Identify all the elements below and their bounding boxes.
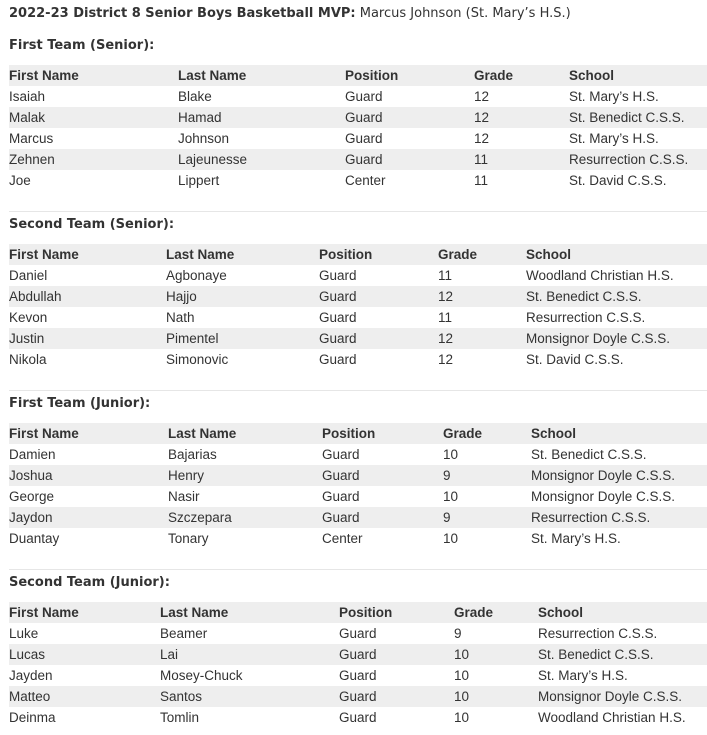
cell-position: Guard bbox=[322, 507, 443, 528]
roster-table bbox=[9, 602, 707, 728]
cell-last-name: Henry bbox=[168, 465, 322, 486]
roster-table bbox=[9, 65, 707, 191]
cell-grade: 10 bbox=[443, 447, 459, 462]
table-row bbox=[9, 465, 707, 486]
cell-grade: 12 bbox=[438, 352, 454, 367]
cell-last-name: Simonovic bbox=[166, 352, 229, 367]
cell-last-name: Nath bbox=[166, 310, 195, 325]
cell-grade: 10 bbox=[454, 710, 470, 725]
cell-position: Guard bbox=[322, 465, 443, 486]
cell-position: Guard bbox=[345, 131, 383, 146]
table-row bbox=[9, 665, 707, 686]
cell-last-name: Tomlin bbox=[160, 710, 200, 725]
cell-school: Resurrection C.S.S. bbox=[538, 626, 658, 641]
column-header-last-name: Last Name bbox=[160, 602, 339, 623]
table-header-row bbox=[9, 423, 707, 444]
table-row bbox=[9, 486, 707, 507]
section-divider bbox=[9, 211, 707, 212]
column-header-grade: Grade bbox=[454, 602, 538, 623]
section-divider bbox=[9, 390, 707, 391]
table-header-row bbox=[9, 244, 707, 265]
table-row bbox=[9, 707, 707, 728]
cell-position: Guard bbox=[319, 286, 438, 307]
table-row bbox=[9, 349, 707, 370]
cell-school: Resurrection C.S.S. bbox=[526, 310, 646, 325]
cell-grade: 12 bbox=[438, 328, 526, 349]
cell-position: Guard bbox=[322, 489, 360, 504]
cell-grade: 10 bbox=[443, 531, 459, 546]
cell-school: St. David C.S.S. bbox=[569, 173, 667, 188]
cell-first-name: Joe bbox=[9, 173, 31, 188]
section-title: Second Team (Senior): bbox=[9, 217, 175, 232]
column-header-school: School bbox=[526, 244, 707, 265]
cell-school: St. Mary’s H.S. bbox=[538, 668, 628, 683]
cell-grade: 10 bbox=[454, 686, 538, 707]
cell-position: Guard bbox=[339, 710, 377, 725]
cell-position: Guard bbox=[339, 626, 377, 641]
cell-grade: 11 bbox=[438, 268, 453, 283]
table-row bbox=[9, 686, 707, 707]
mvp-headline bbox=[9, 5, 571, 23]
cell-position: Guard bbox=[339, 644, 454, 665]
cell-last-name: Santos bbox=[160, 686, 339, 707]
mvp-name: Marcus Johnson (St. Mary’s H.S.) bbox=[359, 6, 571, 21]
cell-first-name: Duantay bbox=[9, 531, 60, 546]
cell-school: St. Benedict C.S.S. bbox=[538, 644, 707, 665]
cell-last-name: Agbonaye bbox=[166, 268, 227, 283]
table-row bbox=[9, 149, 707, 170]
table-row bbox=[9, 286, 707, 307]
cell-school: Resurrection C.S.S. bbox=[531, 507, 707, 528]
column-header-first-name: First Name bbox=[9, 244, 166, 265]
column-header-grade: Grade bbox=[443, 423, 531, 444]
team-section-second-junior bbox=[9, 574, 707, 728]
table-row bbox=[9, 644, 707, 665]
column-header-school: School bbox=[569, 65, 707, 86]
column-header-school: School bbox=[538, 602, 707, 623]
column-header-school: School bbox=[531, 423, 707, 444]
column-header-last-name: Last Name bbox=[166, 244, 319, 265]
cell-school: Monsignor Doyle C.S.S. bbox=[526, 328, 707, 349]
cell-grade: 12 bbox=[474, 89, 490, 104]
cell-first-name: Luke bbox=[9, 626, 39, 641]
table-row bbox=[9, 307, 707, 328]
cell-grade: 9 bbox=[454, 626, 462, 641]
cell-position: Guard bbox=[339, 686, 454, 707]
cell-grade: 12 bbox=[474, 131, 490, 146]
cell-school: St. Benedict C.S.S. bbox=[526, 286, 707, 307]
table-row bbox=[9, 170, 707, 191]
cell-last-name: Tonary bbox=[168, 531, 209, 546]
cell-first-name: Nikola bbox=[9, 352, 47, 367]
cell-grade: 9 bbox=[443, 465, 531, 486]
cell-grade: 11 bbox=[474, 149, 569, 170]
cell-first-name: George bbox=[9, 489, 55, 504]
cell-first-name: Abdullah bbox=[9, 286, 166, 307]
cell-grade: 10 bbox=[454, 668, 470, 683]
section-divider bbox=[9, 569, 707, 570]
cell-last-name: Blake bbox=[178, 89, 212, 104]
table-header-row bbox=[9, 65, 707, 86]
section-title: Second Team (Junior): bbox=[9, 575, 170, 590]
cell-position: Center bbox=[322, 531, 363, 546]
cell-school: St. Benedict C.S.S. bbox=[531, 447, 647, 462]
table-row bbox=[9, 128, 707, 149]
column-header-first-name: First Name bbox=[9, 423, 168, 444]
cell-first-name: Jaydon bbox=[9, 507, 168, 528]
table-row bbox=[9, 444, 707, 465]
roster-table bbox=[9, 423, 707, 549]
column-header-position: Position bbox=[322, 423, 443, 444]
table-row bbox=[9, 528, 707, 549]
cell-first-name: Matteo bbox=[9, 686, 160, 707]
cell-first-name: Marcus bbox=[9, 131, 54, 146]
cell-grade: 9 bbox=[443, 507, 531, 528]
cell-first-name: Zehnen bbox=[9, 149, 178, 170]
cell-position: Guard bbox=[319, 268, 357, 283]
team-section-first-senior bbox=[9, 37, 707, 191]
table-row bbox=[9, 623, 707, 644]
cell-last-name: Mosey-Chuck bbox=[160, 668, 243, 683]
cell-school: Monsignor Doyle C.S.S. bbox=[531, 465, 707, 486]
roster-table bbox=[9, 244, 707, 370]
table-row bbox=[9, 328, 707, 349]
cell-position: Guard bbox=[319, 352, 357, 367]
column-header-position: Position bbox=[345, 65, 474, 86]
cell-position: Center bbox=[345, 173, 386, 188]
column-header-position: Position bbox=[339, 602, 454, 623]
cell-last-name: Hamad bbox=[178, 107, 345, 128]
cell-school: St. Mary’s H.S. bbox=[531, 531, 621, 546]
column-header-first-name: First Name bbox=[9, 65, 178, 86]
cell-last-name: Lippert bbox=[178, 173, 220, 188]
cell-first-name: Joshua bbox=[9, 465, 168, 486]
cell-grade: 11 bbox=[474, 173, 489, 188]
column-header-last-name: Last Name bbox=[178, 65, 345, 86]
cell-first-name: Justin bbox=[9, 328, 166, 349]
column-header-last-name: Last Name bbox=[168, 423, 322, 444]
cell-position: Guard bbox=[345, 89, 383, 104]
cell-school: Woodland Christian H.S. bbox=[526, 268, 674, 283]
cell-school: Monsignor Doyle C.S.S. bbox=[531, 489, 676, 504]
cell-school: Monsignor Doyle C.S.S. bbox=[538, 686, 707, 707]
team-section-second-senior bbox=[9, 216, 707, 370]
section-title: First Team (Junior): bbox=[9, 396, 151, 411]
section-title: First Team (Senior): bbox=[9, 38, 155, 53]
cell-school: Woodland Christian H.S. bbox=[538, 710, 686, 725]
cell-first-name: Daniel bbox=[9, 268, 48, 283]
table-header-row bbox=[9, 602, 707, 623]
cell-last-name: Johnson bbox=[178, 131, 230, 146]
cell-position: Guard bbox=[345, 107, 474, 128]
cell-grade: 12 bbox=[474, 107, 569, 128]
cell-first-name: Isaiah bbox=[9, 89, 46, 104]
cell-school: St. Mary’s H.S. bbox=[569, 131, 659, 146]
cell-position: Guard bbox=[345, 149, 474, 170]
cell-first-name: Deinma bbox=[9, 710, 56, 725]
cell-grade: 12 bbox=[438, 286, 526, 307]
column-header-grade: Grade bbox=[474, 65, 569, 86]
cell-first-name: Kevon bbox=[9, 310, 48, 325]
column-header-first-name: First Name bbox=[9, 602, 160, 623]
cell-last-name: Szczepara bbox=[168, 507, 322, 528]
cell-last-name: Lai bbox=[160, 644, 339, 665]
table-row bbox=[9, 507, 707, 528]
cell-school: St. Mary’s H.S. bbox=[569, 89, 659, 104]
team-section-first-junior bbox=[9, 395, 707, 549]
table-row bbox=[9, 86, 707, 107]
cell-last-name: Beamer bbox=[160, 626, 208, 641]
table-row bbox=[9, 265, 707, 286]
cell-position: Guard bbox=[339, 668, 377, 683]
cell-last-name: Bajarias bbox=[168, 447, 217, 462]
mvp-label: 2022-23 District 8 Senior Boys Basketball MVP: bbox=[9, 6, 356, 21]
cell-position: Guard bbox=[319, 328, 438, 349]
cell-position: Guard bbox=[322, 447, 360, 462]
cell-first-name: Jayden bbox=[9, 668, 53, 683]
column-header-position: Position bbox=[319, 244, 438, 265]
cell-last-name: Lajeunesse bbox=[178, 149, 345, 170]
cell-grade: 11 bbox=[438, 310, 453, 325]
cell-first-name: Lucas bbox=[9, 644, 160, 665]
cell-school: St. Benedict C.S.S. bbox=[569, 107, 707, 128]
cell-position: Guard bbox=[319, 310, 357, 325]
cell-grade: 10 bbox=[454, 644, 538, 665]
cell-first-name: Damien bbox=[9, 447, 56, 462]
table-row bbox=[9, 107, 707, 128]
cell-school: Resurrection C.S.S. bbox=[569, 149, 707, 170]
cell-school: St. David C.S.S. bbox=[526, 352, 624, 367]
cell-first-name: Malak bbox=[9, 107, 178, 128]
cell-grade: 10 bbox=[443, 489, 459, 504]
cell-last-name: Pimentel bbox=[166, 328, 319, 349]
cell-last-name: Hajjo bbox=[166, 286, 319, 307]
cell-last-name: Nasir bbox=[168, 489, 200, 504]
column-header-grade: Grade bbox=[438, 244, 526, 265]
